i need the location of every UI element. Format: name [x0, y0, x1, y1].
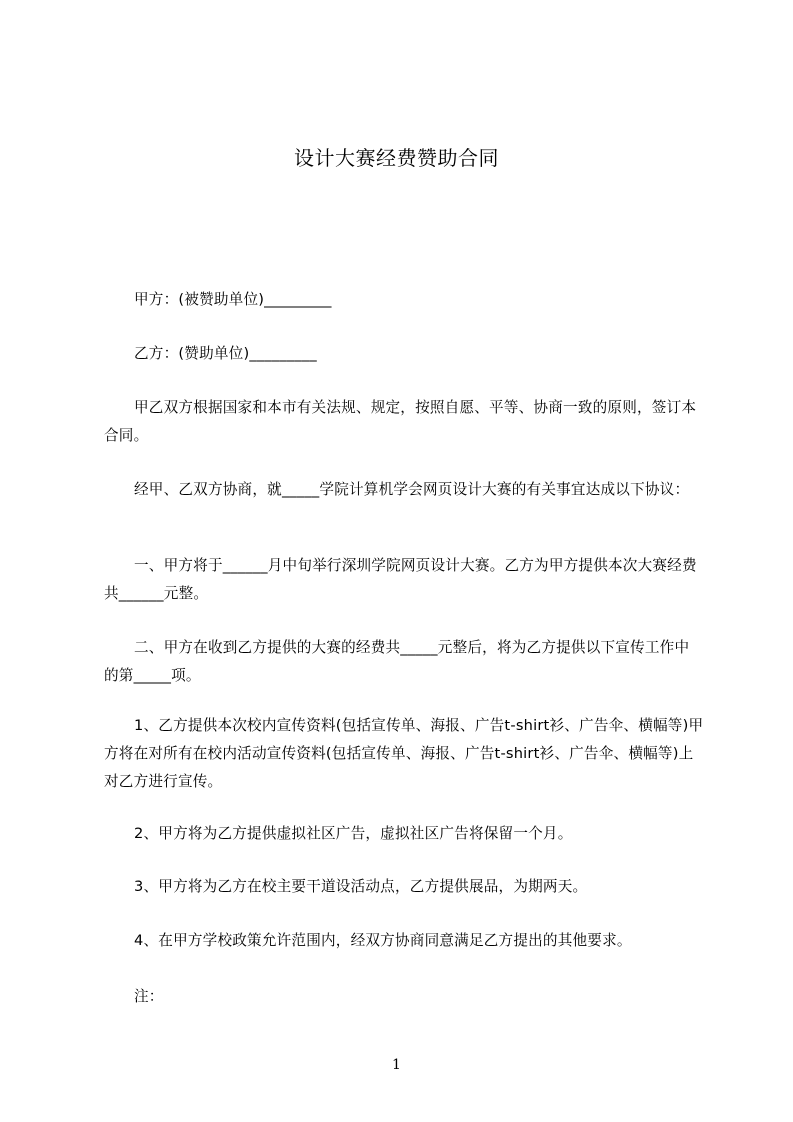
party-b-line: 乙方：(赞助单位)_________ — [134, 345, 317, 362]
note-label: 注： — [134, 988, 164, 1005]
clause-one-paragraph: 一、甲方将于______月中旬举行深圳学院网页设计大赛。乙方为甲方提供本次大赛经费共______元整。 — [104, 557, 697, 602]
document-title: 设计大赛经费赞助合同 — [294, 146, 499, 170]
party-a-line: 甲方：(被赞助单位)_________ — [134, 291, 332, 308]
item-three-paragraph: 3、甲方将为乙方在校主要干道设活动点，乙方提供展品，为期两天。 — [134, 878, 588, 895]
preamble-paragraph: 甲乙双方根据国家和本市有关法规、规定，按照自愿、平等、协商一致的原则，签订本合同。 — [104, 399, 697, 444]
item-one-paragraph: 1、乙方提供本次校内宣传资料(包括宣传单、海报、广告t-shirt衫、广告伞、横幅等)甲方将在对所有在校内活动宣传资料(包括宣传单、海报、广告t-shirt衫、广告伞、横幅等)上对乙方进行宣传。 — [104, 717, 704, 790]
clause-two-paragraph: 二、甲方在收到乙方提供的大赛的经费共_____元整后，将为乙方提供以下宣传工作中的第_____项。 — [104, 639, 690, 684]
item-four-paragraph: 4、在甲方学校政策允许范围内，经双方协商同意满足乙方提出的其他要求。 — [134, 932, 632, 949]
agreement-intro-paragraph: 经甲、乙双方协商，就_____学院计算机学会网页设计大赛的有关事宜达成以下协议： — [134, 481, 690, 498]
item-two-paragraph: 2、甲方将为乙方提供虚拟社区广告，虚拟社区广告将保留一个月。 — [134, 825, 573, 842]
page-number: 1 — [392, 1057, 401, 1073]
